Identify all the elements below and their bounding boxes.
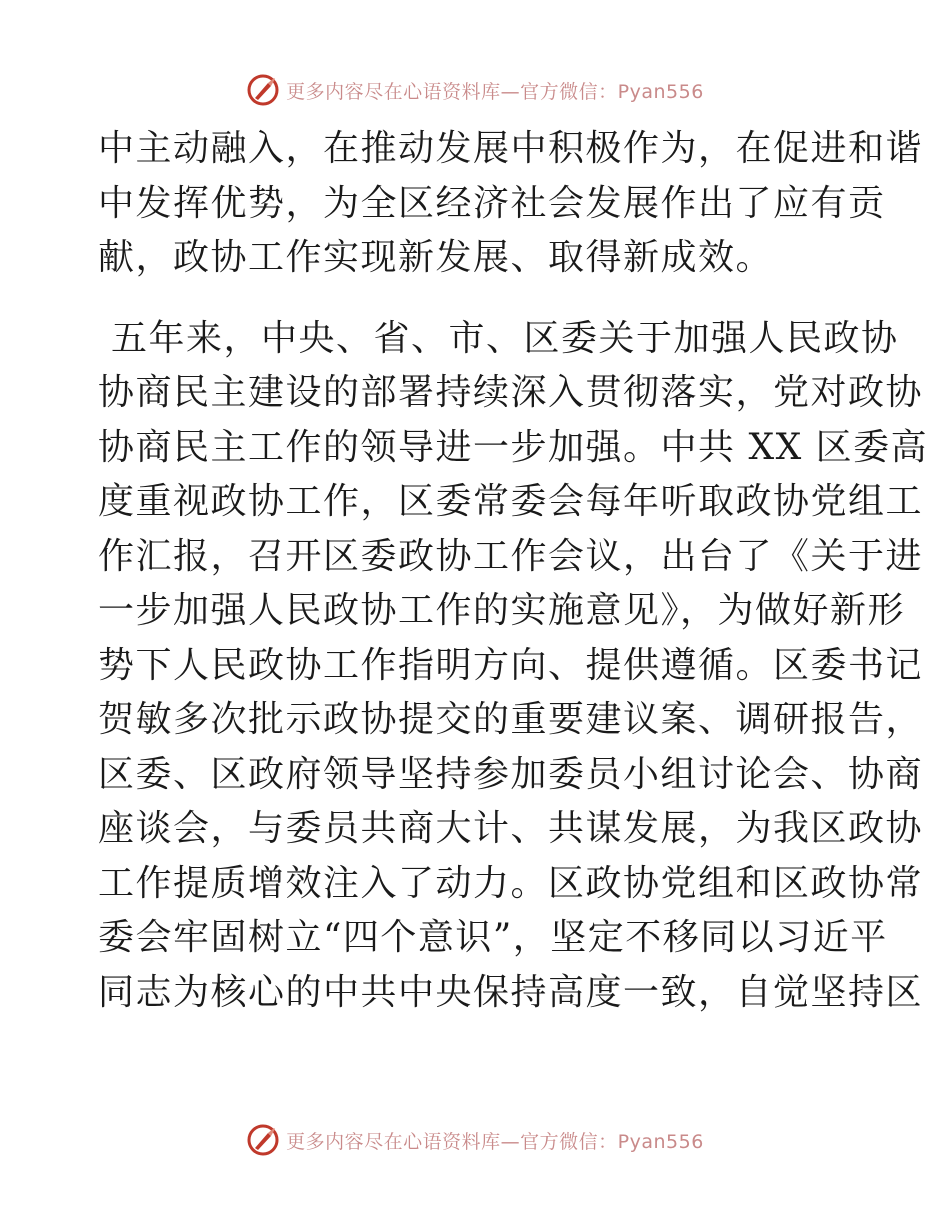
text-line: 一步加强人民政协工作的实施意见》，为做好新形 [98,590,906,631]
text-line: 协商民主建设的部署持续深入贯彻落实，党对政协 [98,372,924,413]
paragraph-2 [98,312,929,1021]
footer-watermark [0,1120,950,1160]
text-line: 座谈会，与委员共商大计、共谋发展，为我区政协 [98,808,924,849]
watermark-text: 更多内容尽在心语资料库—官方微信：Pyan556 [286,80,704,103]
text-line: 度重视政协工作，区委常委会每年听取政协党组工 [98,481,924,522]
text-line: 五年来，中央、省、市、区委关于加强人民政协 [98,317,899,359]
text-line: 中主动融入，在推动发展中积极作为，在促进和谐 [98,128,924,169]
header-watermark [0,70,950,110]
paragraph-1 [98,122,924,286]
watermark-text: 更多内容尽在心语资料库—官方微信：Pyan556 [286,1130,704,1153]
text-line: 区委、区政府领导坚持参加委员小组讨论会、协商 [98,753,924,795]
red-quill-logo-icon [246,73,280,107]
text-line: 贺敏多次批示政协提交的重要建议案、调研报告， [98,699,924,740]
text-line: 同志为核心的中共中央保持高度一致，自觉坚持区 [98,971,924,1013]
text-line: 中发挥优势，为全区经济社会发展作出了应有贡 [98,182,886,224]
text-line: 委会牢固树立“四个意识”，坚定不移同以习近平 [98,917,888,958]
text-line: 作汇报，召开区委政协工作会议，出台了《关于进 [98,535,924,577]
text-line: 工作提质增效注入了动力。区政协党组和区政协常 [98,862,924,904]
red-quill-logo-icon [246,1123,280,1157]
text-line: 献，政协工作实现新发展、取得新成效。 [98,237,774,278]
document-body [98,122,929,1020]
text-line: 势下人民政协工作指明方向、提供遵循。区委书记 [98,644,924,686]
text-line: 协商民主工作的领导进一步加强。中共 XX 区委高 [98,426,929,468]
